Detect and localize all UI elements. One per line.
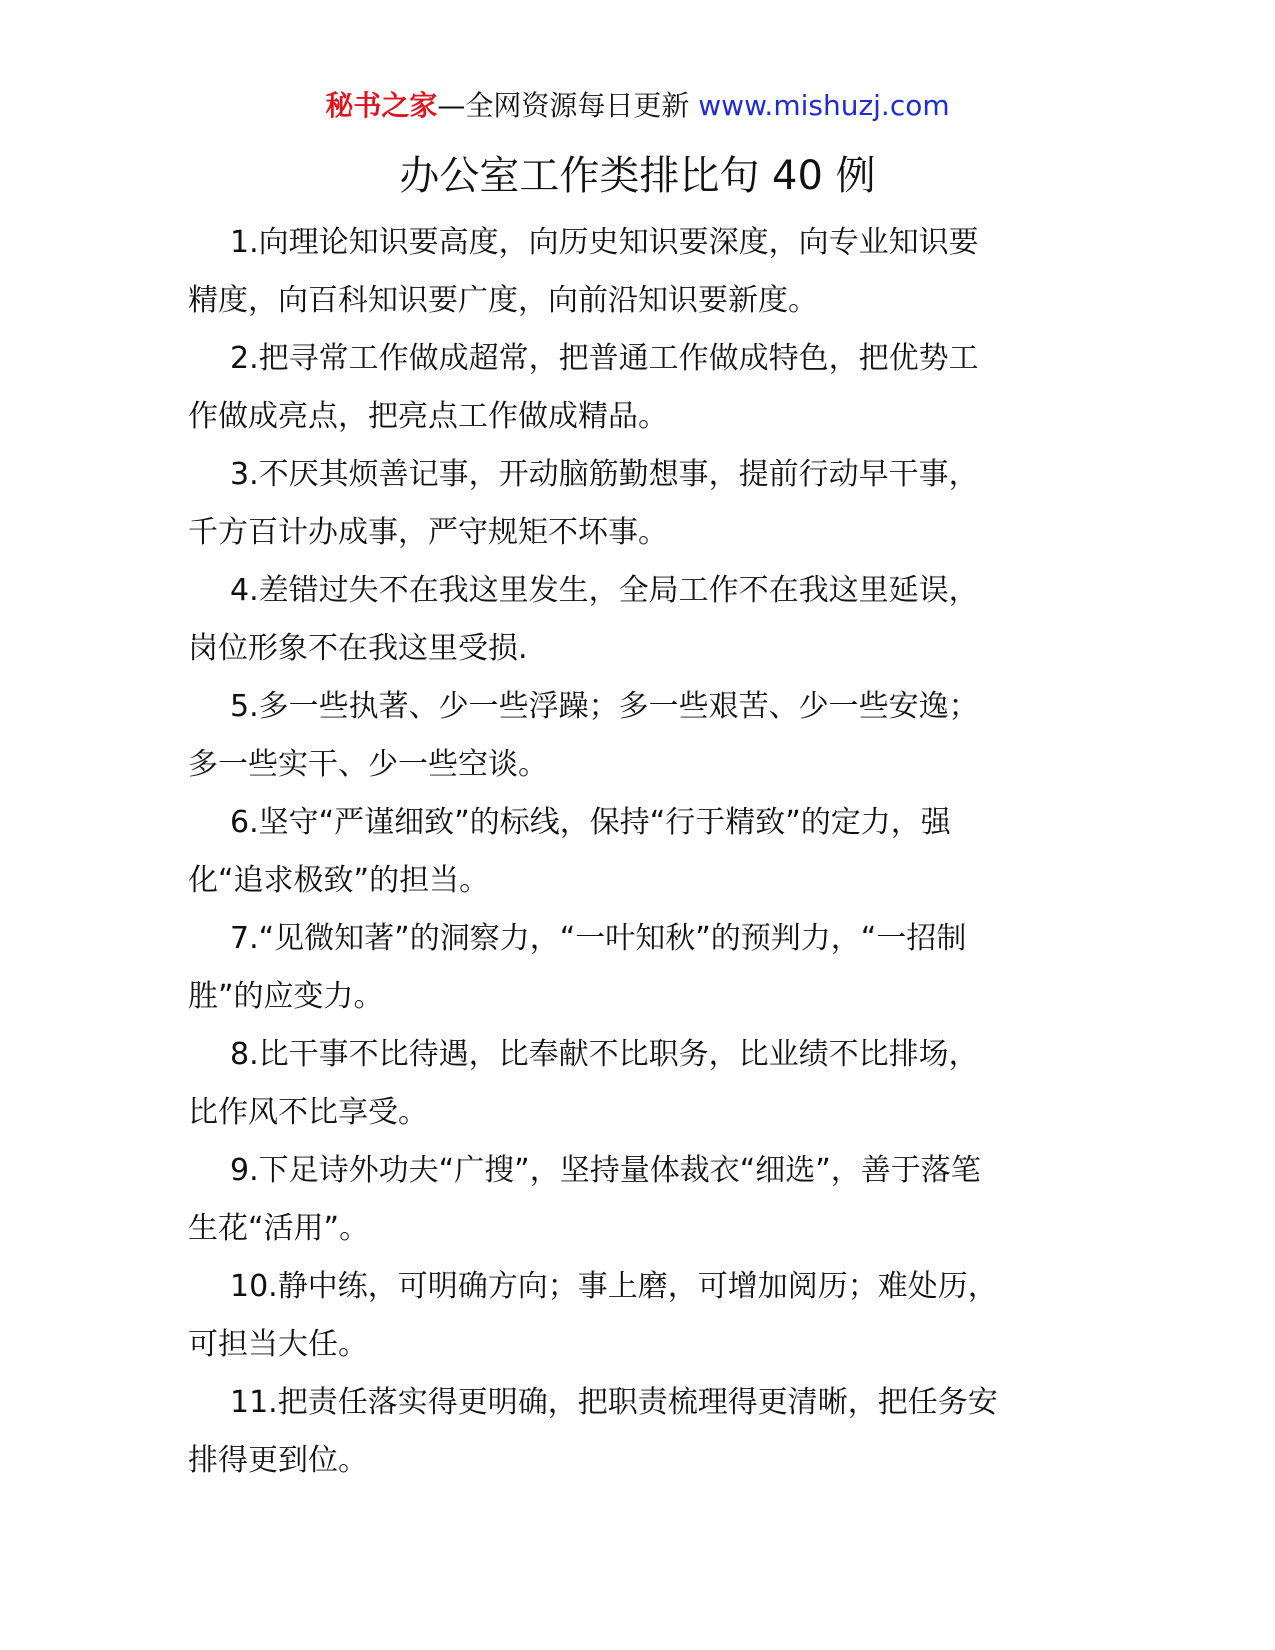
paragraph (188, 562, 1088, 678)
paragraph-line: 4.差错过失不在我这里发生，全局工作不在我这里延误， (230, 573, 979, 608)
paragraph (188, 1258, 1088, 1374)
paragraph (188, 214, 1088, 330)
paragraph-line: 1.向理论知识要高度，向历史知识要深度，向专业知识要 (230, 225, 979, 260)
paragraph (188, 1026, 1088, 1142)
paragraph (188, 794, 1088, 910)
paragraph-line: 10.静中练，可明确方向；事上磨，可增加阅历；难处历， (230, 1269, 998, 1304)
paragraph-line: 8.比干事不比待遇，比奉献不比职务，比业绩不比排场， (230, 1037, 979, 1072)
paragraph-line: 生花“活用”。 (188, 1211, 370, 1246)
paragraph-line: 7.“见微知著”的洞察力，“一叶知秋”的预判力，“一招制 (230, 921, 967, 956)
paragraph-line: 多一些实干、少一些空谈。 (188, 747, 548, 782)
site-header (0, 88, 1275, 124)
paragraph-line: 9.下足诗外功夫“广搜”，坚持量体裁衣“细选”，善于落笔 (230, 1153, 981, 1188)
paragraph-line: 2.把寻常工作做成超常，把普通工作做成特色，把优势工 (230, 341, 979, 376)
site-url-link[interactable]: www.mishuzj.com (698, 89, 950, 122)
paragraph-line: 岗位形象不在我这里受损. (188, 631, 528, 666)
paragraph-line: 千方百计办成事，严守规矩不坏事。 (188, 515, 668, 550)
paragraph (188, 330, 1088, 446)
paragraph (188, 1374, 1088, 1490)
document-title: 办公室工作类排比句 40 例 (399, 153, 876, 199)
paragraph-line: 化“追求极致”的担当。 (188, 863, 490, 898)
paragraph-line: 作做成亮点，把亮点工作做成精品。 (188, 399, 668, 434)
paragraph (188, 678, 1088, 794)
header-tagline: —全网资源每日更新 (437, 89, 699, 122)
paragraph-line: 精度，向百科知识要广度，向前沿知识要新度。 (188, 283, 818, 318)
paragraph (188, 910, 1088, 1026)
paragraph (188, 1142, 1088, 1258)
paragraph-line: 3.不厌其烦善记事，开动脑筋勤想事，提前行动早干事， (230, 457, 979, 492)
paragraph-line: 可担当大任。 (188, 1327, 368, 1362)
brand-name: 秘书之家 (325, 89, 438, 122)
document-body (188, 214, 1088, 1490)
paragraph-line: 比作风不比享受。 (188, 1095, 428, 1130)
paragraph-line: 5.多一些执著、少一些浮躁；多一些艰苦、少一些安逸； (230, 689, 979, 724)
paragraph-line: 6.坚守“严谨细致”的标线，保持“行于精致”的定力，强 (230, 805, 951, 840)
paragraph-line: 胜”的应变力。 (188, 979, 384, 1014)
paragraph (188, 446, 1088, 562)
paragraph-line: 11.把责任落实得更明确，把职责梳理得更清晰，把任务安 (230, 1385, 998, 1420)
paragraph-line: 排得更到位。 (188, 1443, 368, 1478)
